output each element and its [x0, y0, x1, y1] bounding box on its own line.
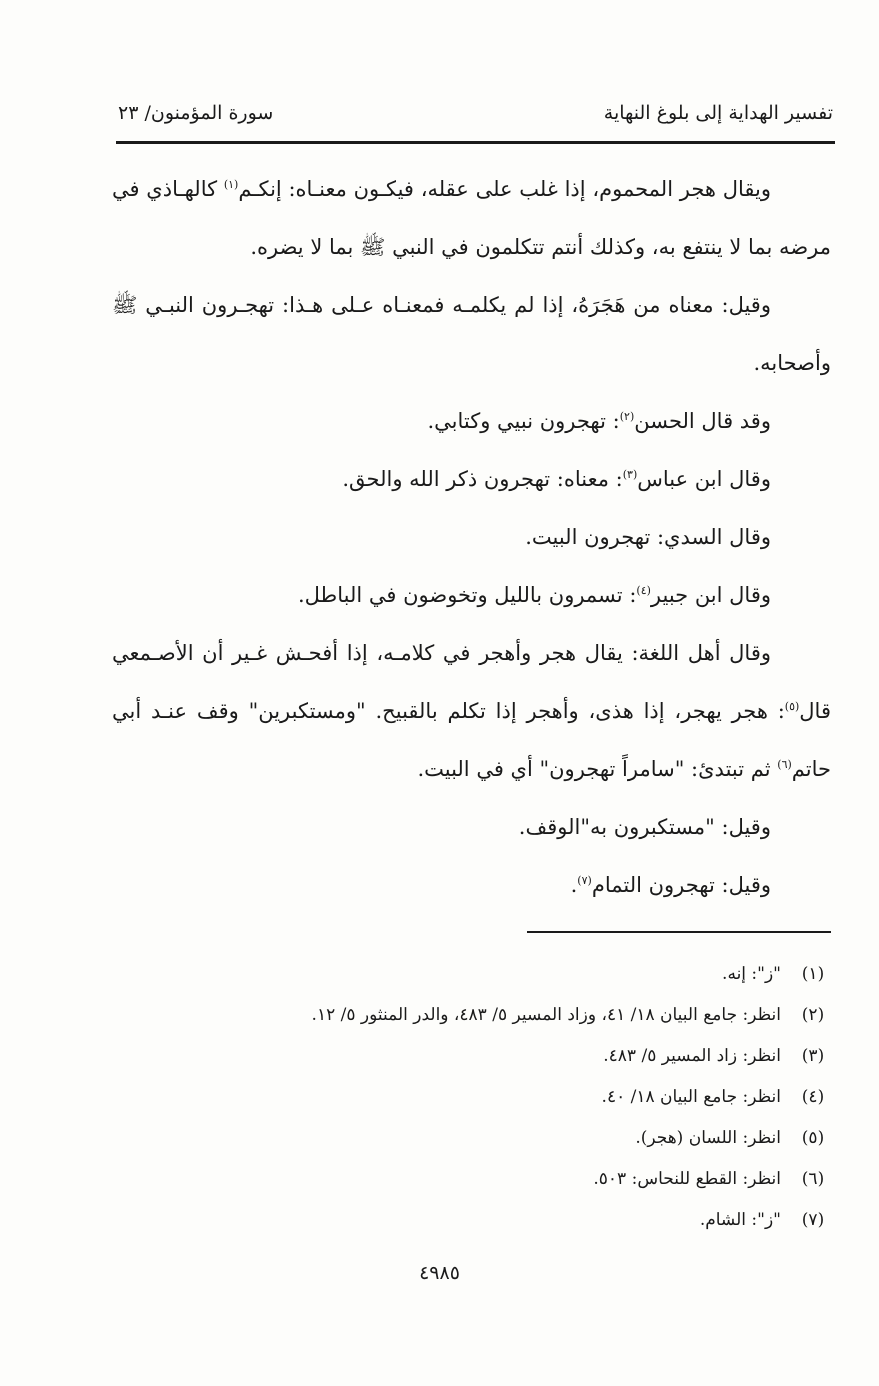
footnote-marker-3: (٣) — [622, 468, 638, 481]
footnote-item — [200, 1200, 831, 1241]
footnote-item — [200, 995, 831, 1036]
paragraph-1-text-a: ويقال هجر المحموم، إذا غلب على عقله، فيكـون معنـاه: إنكـم — [238, 177, 771, 201]
footnote-marker-1: (١) — [223, 178, 239, 191]
paragraph-3-text-b: : تهجرون نبيي وكتابي. — [427, 409, 620, 433]
footnote-text: انظر: القطع للنحاس: ٥٠٣. — [593, 1169, 781, 1189]
footnote-number: (٣) — [801, 1046, 825, 1066]
paragraph-9 — [112, 856, 831, 914]
footnote-number: (٤) — [801, 1087, 825, 1107]
paragraph-6 — [112, 566, 831, 624]
paragraph-3-text-a: وقد قال الحسن — [634, 409, 771, 433]
footnote-number: (٥) — [801, 1128, 825, 1148]
footnote-number: (١) — [801, 964, 825, 984]
footnote-text: انظر: اللسان (هجر). — [635, 1128, 781, 1148]
footnote-number: (٦) — [801, 1169, 825, 1189]
main-text — [112, 160, 831, 914]
paragraph-7 — [112, 624, 831, 798]
paragraph-9-text-b: . — [570, 873, 578, 897]
paragraph-4-text-a: وقال ابن عباس — [637, 467, 771, 491]
paragraph-5: وقال السدي: تهجرون البيت. — [525, 525, 771, 549]
footnote-text: انظر: جامع البيان ١٨/ ٤٠. — [601, 1087, 781, 1107]
paragraph-6-text-b: : تسمرون بالليل وتخوضون في الباطل. — [297, 583, 637, 607]
footnote-item — [200, 954, 831, 995]
paragraph-4 — [112, 450, 831, 508]
footnotes — [200, 954, 831, 1241]
page-number: ٤٩٨٥ — [419, 1262, 460, 1284]
paragraph-1-text-b: كالهـاذي في مرضه بما لا ينتفع به، وكذلك أنتم تتكلمون في النبي ﷺ بما لا يضره. — [112, 177, 831, 259]
paragraph-2: وقيل: معناه من هَجَرَهُ، إذا لم يكلمـه فمعنـاه عـلى هـذا: تهجـرون النبـي ﷺ وأصحابه. — [112, 293, 831, 375]
footnote-text: "ز": الشام. — [699, 1210, 781, 1230]
footnote-marker-7: (٧) — [577, 874, 592, 887]
footnote-number: (٧) — [801, 1210, 825, 1230]
surah-reference: سورة المؤمنون/ ٢٣ — [118, 102, 274, 124]
paragraph-7-text-c: ثم تبتدئ: "سامراً تهجرون" أي في البيت. — [417, 757, 778, 781]
footnote-item — [200, 1036, 831, 1077]
paragraph-4-text-b: : معناه: تهجرون ذكر الله والحق. — [342, 467, 623, 491]
paragraph-7-text-a: وقال أهل اللغة: يقال هجر وأهجر في كلامـه، إذا أفحـش غـير أن الأصـمعي قال — [112, 641, 831, 723]
footnote-marker-5: (٥) — [784, 700, 800, 713]
footnote-item — [200, 1118, 831, 1159]
paragraph-8: وقيل: "مستكبرون به"الوقف. — [518, 815, 771, 839]
footnote-number: (٢) — [801, 1005, 825, 1025]
paragraph-9-text-a: وقيل: تهجرون التمام — [591, 873, 771, 897]
paragraph-6-text-a: وقال ابن جبير — [650, 583, 771, 607]
footnote-separator — [527, 931, 831, 933]
footnote-item — [200, 1159, 831, 1200]
footnote-marker-2: (٢) — [619, 410, 635, 423]
footnote-marker-6: (٦) — [777, 758, 792, 771]
footnote-text: انظر: جامع البيان ١٨/ ٤١، وزاد المسير ٥/ ٤٨٣، والدر المنثور ٥/ ١٢. — [311, 1005, 781, 1025]
paragraph-7-text-b: : هجر يهجر، إذا هذى، وأهجر إذا تكلم بالقبيح. "ومستكبرين" وقف عنـد أبي حاتم — [112, 699, 831, 781]
book-title: تفسير الهداية إلى بلوغ النهاية — [603, 102, 833, 124]
paragraph-3 — [112, 392, 831, 450]
footnote-text: "ز": إنه. — [722, 964, 781, 984]
footnote-text: انظر: زاد المسير ٥/ ٤٨٣. — [603, 1046, 781, 1066]
header-rule — [116, 141, 835, 144]
footnote-marker-4: (٤) — [636, 584, 651, 597]
running-header — [118, 96, 833, 136]
footnote-item — [200, 1077, 831, 1118]
paragraph-1 — [112, 160, 831, 276]
